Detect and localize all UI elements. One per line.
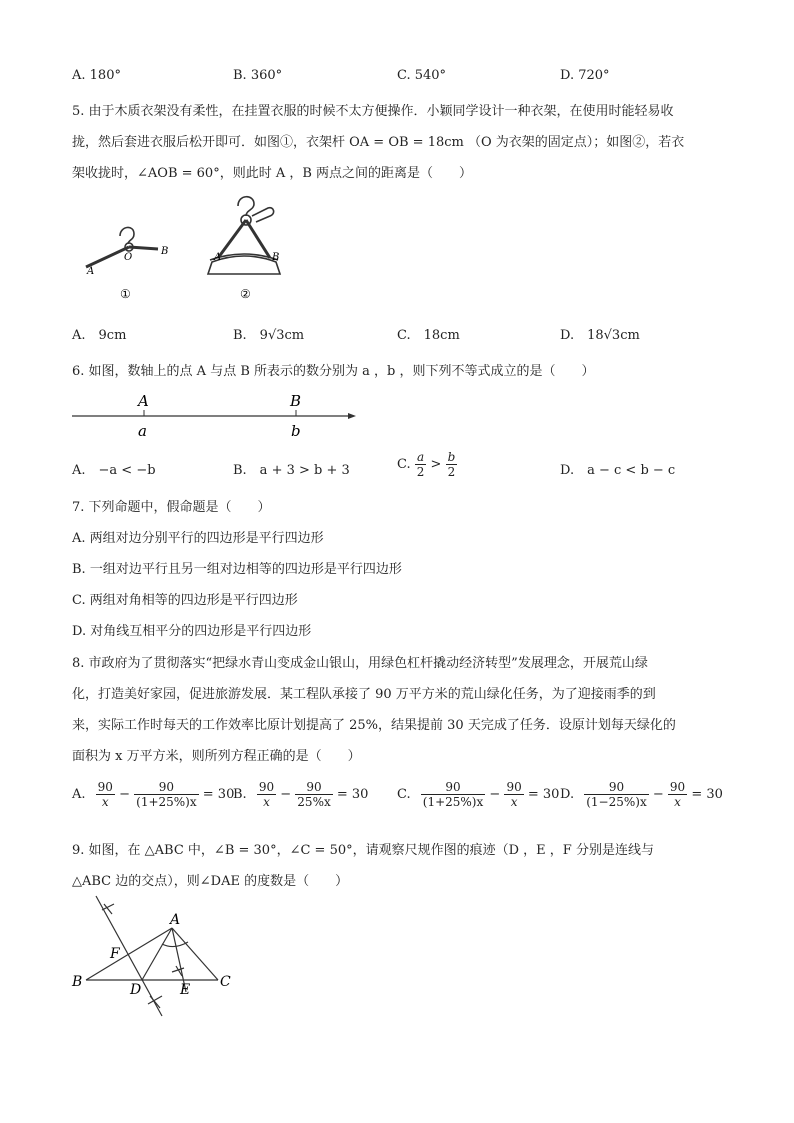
q4-option-c: C. 540° bbox=[397, 68, 447, 83]
q6-option-c-operator: > bbox=[430, 457, 442, 472]
q8-stem-line1: 8. 市政府为了贯彻落实“把绿水青山变成金山银山，用绿色杠杆撬动经济转型”发展理念，开展荒山绿 bbox=[72, 656, 648, 671]
fraction: $\frac{90}{x}$ bbox=[258, 780, 275, 809]
q6-stem-line1: 6. 如图，数轴上的点 A 与点 B 所表示的数分别为 a ，b ，则下列不等式成立的是（ ） bbox=[72, 364, 595, 379]
fig2-point-a: A bbox=[214, 252, 222, 263]
q5-option-d: D. 18√3cm bbox=[560, 328, 640, 343]
segment-ac bbox=[172, 928, 218, 980]
q8-option-c: C. $\frac{90}{(1+25\%)x}$ − $\frac{90}{x}$ = 30 bbox=[397, 780, 560, 809]
frac-numerator: b bbox=[447, 450, 456, 464]
point-d: D bbox=[130, 982, 142, 998]
q6-option-c-label: C. bbox=[397, 457, 411, 472]
point-f: F bbox=[110, 946, 120, 962]
frac-denominator: 2 bbox=[447, 465, 456, 479]
value-b-label: b bbox=[291, 422, 301, 440]
fig2-point-b: B bbox=[272, 252, 280, 263]
point-b: B bbox=[72, 974, 83, 990]
q8-stem-line2: 化，打造美好家园，促进旅游发展．某工程队承接了 90 万平方米的荒山绿化任务，为了迎接雨季的到 bbox=[72, 687, 656, 702]
q7-option-a: A. 两组对边分别平行的四边形是平行四边形 bbox=[72, 531, 324, 546]
fraction: $\frac{90}{(1-25\%)x}$ bbox=[586, 780, 647, 809]
point-b-label: B bbox=[290, 392, 302, 410]
q8-stem-line4: 面积为 x 万平方米，则所列方程正确的是（ ） bbox=[72, 749, 361, 764]
q9-stem-line1: 9. 如图，在 △ABC 中，∠B = 30°，∠C = 50°，请观察尺规作图的痕迹（D ，E ，F 分别是连线与 bbox=[72, 843, 654, 858]
q7-option-c: C. 两组对角相等的四边形是平行四边形 bbox=[72, 593, 298, 608]
q8-option-d-label: D. bbox=[560, 787, 575, 802]
q5-hanger-figures bbox=[72, 188, 312, 308]
q8-option-b-label: B. bbox=[233, 787, 247, 802]
fig1-point-b: B bbox=[161, 246, 169, 257]
q6-option-c-right-fraction bbox=[446, 450, 458, 479]
q8-option-c-label: C. bbox=[397, 787, 411, 802]
q4-option-d: D. 720° bbox=[560, 68, 610, 83]
q8-option-a-label: A. bbox=[72, 787, 86, 802]
q4-option-b: B. 360° bbox=[233, 68, 283, 83]
q5-option-b: B. 9√3cm bbox=[233, 328, 305, 343]
fig2-label: ② bbox=[240, 287, 251, 301]
fig1-label: ① bbox=[120, 287, 131, 301]
q5-stem-line1: 5. 由于木质衣架没有柔性，在挂置衣服的时候不太方便操作．小颖同学设计一种衣架，在使用时能轻易收 bbox=[72, 104, 674, 119]
segment-ad bbox=[142, 928, 172, 980]
q6-option-c-left-fraction bbox=[415, 450, 427, 479]
q5-option-a: A. 9cm bbox=[72, 328, 127, 343]
q6-number-line bbox=[68, 386, 368, 442]
q6-option-c bbox=[397, 450, 457, 479]
fraction: $\frac{90}{x}$ bbox=[97, 780, 113, 809]
fig1-point-o: O bbox=[124, 252, 133, 263]
q8-option-d: D. $\frac{90}{(1-25\%)x}$ − $\frac{90}{x}$ = 30 bbox=[560, 780, 723, 809]
point-e: E bbox=[180, 982, 191, 998]
q9-stem-line2: △ABC 边的交点），则∠DAE 的度数是（ ） bbox=[72, 874, 349, 889]
frac-numerator: a bbox=[415, 450, 427, 465]
point-c: C bbox=[220, 974, 231, 990]
fraction: $\frac{90}{25\%x}$ bbox=[297, 780, 331, 809]
segment-ab bbox=[86, 928, 172, 980]
q4-option-a: A. 180° bbox=[72, 68, 121, 83]
q6-option-a: A. −a < −b bbox=[72, 463, 156, 478]
q8-option-b: B. $\frac{90}{x}$ − $\frac{90}{25\%x}$ = 30 bbox=[233, 780, 369, 809]
q8-option-a: A. $\frac{90}{x}$ − $\frac{90}{(1+25\%)x}$ = 30 bbox=[72, 780, 235, 809]
number-line-arrow-icon bbox=[348, 413, 356, 419]
q6-option-d: D. a − c < b − c bbox=[560, 463, 676, 478]
frac-denominator: 2 bbox=[416, 465, 425, 479]
q7-option-b: B. 一组对边平行且另一组对边相等的四边形是平行四边形 bbox=[72, 562, 402, 577]
q6-option-b: B. a + 3 > b + 3 bbox=[233, 463, 350, 478]
fraction: $\frac{90}{(1+25\%)x}$ bbox=[422, 780, 484, 809]
q8-stem-line3: 来，实际工作时每天的工作效率比原计划提高了 25%，结果提前 30 天完成了任务．设原计划每天绿化的 bbox=[72, 718, 676, 733]
q5-option-c: C. 18cm bbox=[397, 328, 460, 343]
q9-triangle-figure bbox=[66, 892, 246, 1022]
hanger-figure-1 bbox=[86, 227, 158, 267]
q7-option-d: D. 对角线互相平分的四边形是平行四边形 bbox=[72, 624, 312, 639]
q5-stem-line3: 架收拢时，∠AOB = 60°，则此时 A ，B 两点之间的距离是（ ） bbox=[72, 166, 473, 181]
q7-stem: 7. 下列命题中，假命题是（ ） bbox=[72, 500, 271, 515]
point-a: A bbox=[170, 912, 181, 928]
value-a-label: a bbox=[138, 422, 147, 440]
fraction: $\frac{90}{(1+25\%)x}$ bbox=[136, 780, 197, 809]
fig1-point-a: A bbox=[87, 266, 95, 277]
fraction: $\frac{90}{x}$ bbox=[506, 780, 522, 809]
point-a-label: A bbox=[138, 392, 149, 410]
q5-stem-line2: 拢，然后套进衣服后松开即可．如图①，衣架杆 OA = OB = 18cm （O 为衣架的固定点）；如图②，若衣 bbox=[72, 135, 685, 150]
fraction: $\frac{90}{x}$ bbox=[669, 780, 686, 809]
